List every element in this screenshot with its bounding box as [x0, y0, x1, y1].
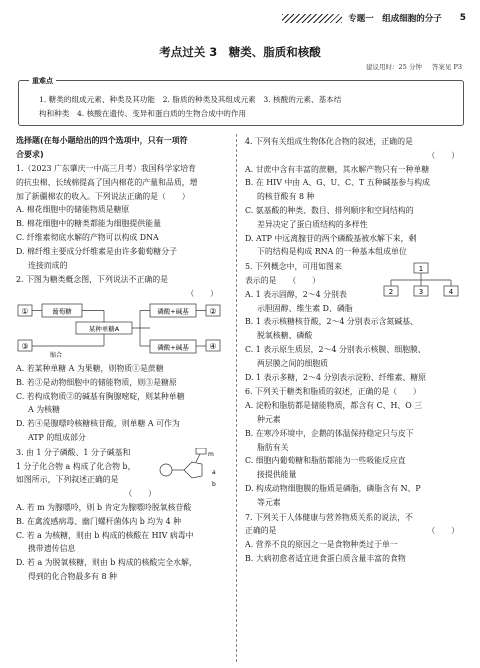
fig-label-b: b	[212, 480, 216, 488]
option-c[interactable]: C. 氨基酸的种类、数目、排列顺序和空间结构的	[245, 205, 414, 215]
key-points-box	[18, 77, 464, 126]
page-number: 5	[459, 13, 466, 23]
tree-box-1: 1	[418, 265, 424, 274]
option-c[interactable]: C. 纤维素彻底水解的产物可以构成 DNA	[16, 232, 159, 242]
question-stem-row	[245, 524, 467, 538]
section-heading: 合要求)	[16, 149, 44, 159]
question-stem: 加了新疆棉农的收入。下列说法正确的是（ ）	[16, 191, 190, 201]
diagram-center-sugar: 某种单糖A	[88, 324, 120, 333]
header-hatch-decoration	[282, 14, 342, 23]
option-d-cont: 等元素	[257, 497, 281, 507]
option-b-cont: 的核苷酸有 8 种	[257, 192, 315, 202]
answer-reference: 答案见 P3	[431, 63, 462, 71]
tree-box-4: 4	[448, 288, 454, 297]
question-stem: 表示的是 （ ）	[245, 275, 320, 285]
option-a[interactable]: A. 淀粉和脂肪都是储能物质，都含有 C、H、O 三	[245, 401, 423, 411]
option-b-cont: 脂肪有关	[257, 442, 289, 452]
option-a-cont: 种元素	[257, 414, 281, 424]
option-d[interactable]: D. 若④是腺嘌呤核糖核苷酸，则单糖 A 可作为	[16, 419, 180, 429]
question-stem: 1.（2023 广东肇庆一中高三月考）我国科学家培育	[16, 164, 197, 173]
option-d[interactable]: D. ATP 中远离腺苷的两个磷酸基被水解下来，剩	[245, 233, 417, 243]
column-divider	[236, 134, 237, 662]
option-b[interactable]: B. 在 HIV 中由 A、G、U、C、T 五种碱基参与构成	[245, 178, 430, 188]
option-a[interactable]: A. 棉花细胞中的储能物质是糖原	[16, 205, 130, 215]
fig-label-a: a	[212, 468, 216, 476]
option-c[interactable]: C. 1 表示原生质层，2～4 分别表示核膜、细胞膜、	[245, 344, 426, 354]
chapter-label: 专题一 组成细胞的分子	[348, 14, 442, 24]
diagram-node-3: ③	[21, 341, 29, 351]
diagram-node-4: ④	[209, 341, 217, 351]
question-stem: 的抗虫棉、长绒棉提高了国内棉花的产量和品质，增	[16, 177, 198, 187]
option-b[interactable]: B. 大病初愈者适宜进食蛋白质含量丰富的食物	[245, 553, 406, 563]
option-c-cont: A 为核糖	[28, 405, 60, 415]
question-6	[245, 385, 467, 509]
option-c[interactable]: C. 细胞内葡萄糖和脂肪都能为一些吸能反应直	[245, 456, 406, 466]
option-c-cont: 差异决定了蛋白质结构的多样性	[257, 219, 368, 229]
option-d-cont: 下的结构是构成 RNA 的一种基本组成单位	[257, 247, 407, 257]
key-points-line: 1. 糖类的组成元素、种类及其功能 2. 脂质的种类及其组成元素 3. 核酸的元素、基本结	[39, 95, 342, 104]
question-stem: 如图所示，下列叙述正确的是	[16, 475, 119, 485]
question-3	[16, 446, 226, 584]
diagram-node-1: ①	[21, 306, 29, 316]
question-5	[245, 260, 467, 384]
question-2	[16, 273, 226, 444]
answer-paren: （ ）	[427, 150, 459, 160]
question-stem: 2. 下图为糖类概念图，下列说法不正确的是	[16, 275, 169, 285]
tree-box-2: 2	[388, 288, 394, 297]
option-d-cont: 得到的化合物最多有 8 种	[28, 571, 117, 581]
diagram-glucose: 葡萄糖	[52, 307, 72, 316]
option-a[interactable]: A. 1 表示固醇，2～4 分别表	[245, 289, 347, 299]
option-b[interactable]: B. 在禽流感病毒、幽门螺杆菌体内 b 均为 4 种	[16, 516, 182, 526]
option-c[interactable]: C. 若 a 为核糖，则由 b 构成的核酸在 HIV 病毒中	[16, 530, 194, 540]
meta-info	[358, 62, 462, 71]
option-b[interactable]: B. 在寒冷环境中，企鹅的体温保持稳定只与皮下	[245, 428, 414, 438]
answer-paren: （ ）	[186, 289, 218, 299]
option-d[interactable]: D. 若 a 为脱氧核糖，则由 b 构成的核酸完全水解，	[16, 558, 197, 568]
question-stem: 5. 下列概念中，可用如图来	[245, 262, 342, 272]
option-d[interactable]: D. 棉纤维主要成分纤维素是由许多葡萄糖分子	[16, 246, 177, 256]
option-d[interactable]: D. 1 表示多糖，2～4 分别表示淀粉、纤维素、糖原	[245, 372, 427, 382]
option-c[interactable]: C. 若构成物质②的碱基有胸腺嘧啶，则某种单糖	[16, 391, 185, 401]
diagram-node-2: ②	[209, 306, 217, 316]
question-stem: 1 分子化合物 a 构成了化合物 b，	[16, 461, 136, 471]
right-column	[245, 134, 467, 566]
page-header	[282, 8, 466, 28]
question-stem: 7. 下列关于人体健康与营养物质关系的说法，不	[245, 512, 413, 522]
suggested-time: 建议用时：25 分钟	[366, 63, 422, 71]
answer-paren: （ ）	[427, 526, 459, 536]
option-b[interactable]: B. 1 表示核糖核苷酸，2～4 分别表示含氮碱基、	[245, 317, 418, 327]
option-a[interactable]: A. 若 m 为腺嘌呤，则 b 肯定为腺嘌呤脱氧核苷酸	[16, 502, 192, 512]
option-a-cont: 示胆固醇、维生素 D、磷脂	[257, 303, 353, 313]
option-a[interactable]: A. 若某种单糖 A 为果糖，则物质①是蔗糖	[16, 363, 164, 373]
key-points-line: 构和种类 4. 核酸在遗传、变异和蛋白质的生物合成中的作用	[39, 109, 247, 118]
question-stem: 3. 由 1 分子磷酸、1 分子碱基和	[16, 447, 131, 457]
question-7	[245, 511, 467, 566]
question-stem: 正确的是	[245, 526, 277, 536]
question-1	[16, 162, 226, 272]
page-title: 考点过关 3 糖类、脂质和核酸	[159, 45, 321, 59]
diagram-condense-label: 缩合	[49, 351, 63, 359]
diagram-link-2: 磷酸+碱基	[157, 343, 189, 352]
option-b[interactable]: B. 若③是动物细胞中的储能物质，则③是糖原	[16, 377, 177, 387]
nucleotide-diagram	[156, 448, 226, 490]
question-stem: 4. 下列有关组成生物体化合物的叙述，正确的是	[245, 137, 413, 146]
option-a[interactable]: A. 甘蔗中含有丰富的蔗糖，其水解产物只有一种单糖	[245, 164, 430, 174]
concept-tree-diagram	[381, 262, 463, 302]
option-b-cont: 脱氧核糖、磷酸	[257, 331, 313, 341]
question-stem: 6. 下列关于糖类和脂质的叙述，正确的是（ ）	[245, 387, 421, 397]
answer-paren: （ ）	[124, 489, 156, 499]
key-points-label: 重难点	[29, 76, 56, 86]
option-c-cont: 两层膜之间的细胞质	[257, 358, 329, 368]
option-c-cont: 接提供能量	[257, 470, 297, 480]
option-d-cont: 连接而成的	[28, 260, 68, 270]
tree-box-3: 3	[418, 288, 424, 297]
fig-label-m: m	[208, 450, 214, 458]
option-a[interactable]: A. 营养不良的原因之一是食物种类过于单一	[245, 540, 398, 550]
sugar-concept-diagram	[16, 302, 224, 360]
option-c-cont: 携带遗传信息	[28, 544, 76, 554]
section-heading: 选择题(在每小题给出的四个选项中，只有一项符	[16, 136, 188, 145]
question-4	[245, 135, 467, 259]
option-b[interactable]: B. 棉花细胞中的糖类都能为细胞提供能量	[16, 219, 161, 229]
option-d-cont: ATP 的组成部分	[28, 432, 86, 442]
option-d[interactable]: D. 构成动物细胞膜的脂质是磷脂，磷脂含有 N、P	[245, 483, 421, 493]
diagram-link-1: 磷酸+碱基	[157, 307, 189, 316]
left-column	[16, 134, 226, 584]
